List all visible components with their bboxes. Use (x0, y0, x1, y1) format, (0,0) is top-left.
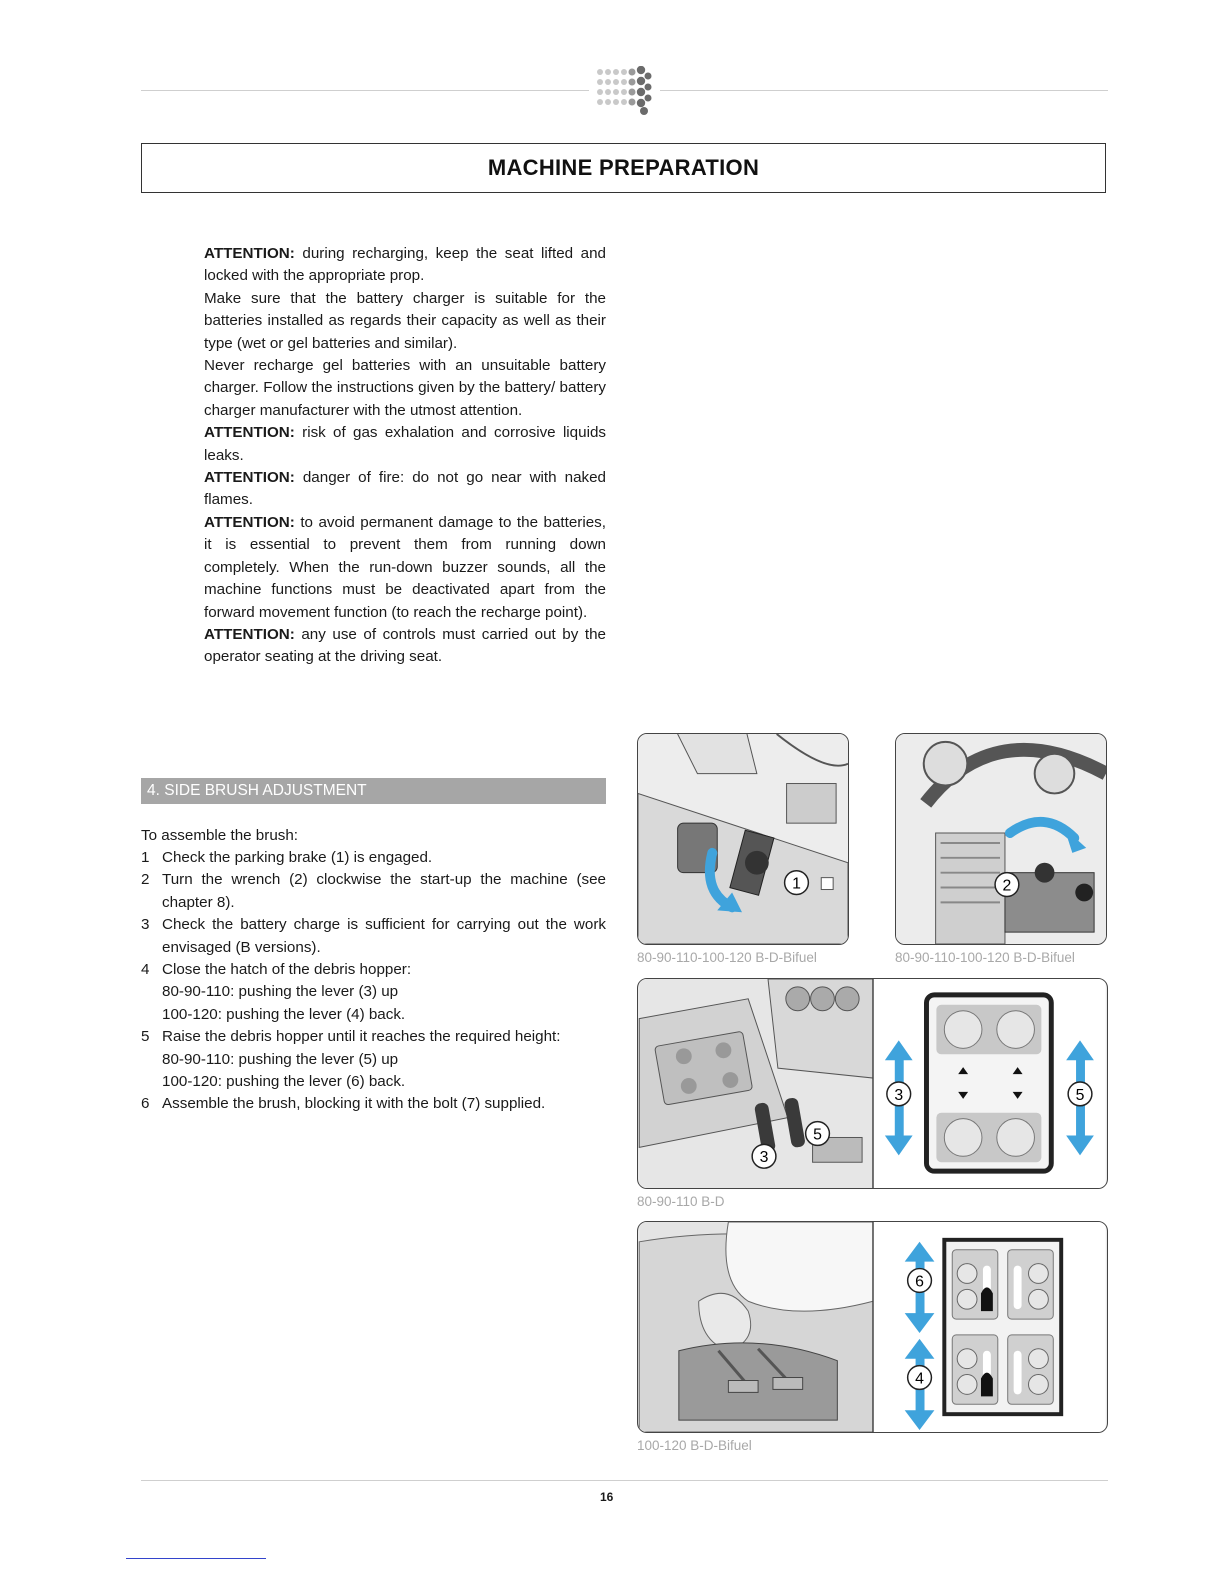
step-number: 3 (141, 916, 150, 934)
attention-block (204, 243, 606, 669)
step-text: Check the battery charge is sufficient for carrying out the work envisaged (B versions). (162, 916, 606, 956)
attention-paragraph (204, 243, 606, 288)
page-number: 16 (600, 1490, 614, 1504)
figure-caption: 80-90-110-100-120 B-D-Bifuel (637, 950, 817, 965)
step-text: Close the hatch of the debris hopper: (162, 961, 412, 979)
step-text: Raise the debris hopper until it reaches the required height: (162, 1028, 561, 1046)
attention-label: ATTENTION: (204, 469, 295, 487)
list-item (141, 1093, 606, 1115)
step-subline: 100-120: pushing the lever (4) back. (162, 1005, 406, 1023)
figure-levers-80-90-110 (637, 978, 1108, 1189)
figure-parking-brake (637, 733, 849, 945)
callout-1-label: 1 (792, 875, 801, 893)
figure-ignition-key (895, 733, 1107, 945)
attention-label: ATTENTION: (204, 625, 295, 643)
ignition-key-illustration (896, 734, 1106, 944)
attention-text: any use of controls must carried out by the operator seating at the driving seat. (204, 625, 606, 666)
figure-levers-100-120 (637, 1221, 1108, 1433)
callout-5-panel-label: 5 (1075, 1086, 1085, 1104)
step-text: Check the parking brake (1) is engaged. (162, 849, 433, 866)
figure-caption: 100-120 B-D-Bifuel (637, 1438, 752, 1453)
page-title: MACHINE PREPARATION (487, 155, 760, 180)
attention-text: to avoid permanent damage to the batteries, it is essential to prevent them from running down completely. When the run-down buzzer sounds, all the machine functions must be deactivated apart from the forward movement function (to reach the recharge point). (204, 513, 606, 621)
callout-5-label: 5 (813, 1126, 822, 1144)
step-subline: 100-120: pushing the lever (6) back. (162, 1073, 406, 1091)
callout-3-panel-label: 3 (894, 1086, 904, 1104)
section-intro: To assemble the brush: (141, 827, 299, 844)
figure-caption: 80-90-110 B-D (637, 1194, 725, 1209)
attention-label: ATTENTION: (204, 513, 295, 531)
figure-caption: 80-90-110-100-120 B-D-Bifuel (895, 950, 1075, 965)
list-item (141, 847, 606, 869)
step-subline: 80-90-110: pushing the lever (5) up (162, 1050, 399, 1068)
attention-paragraph (204, 512, 606, 624)
brand-dots-logo (594, 66, 656, 116)
attention-text: danger of fire: do not go near with naked flames. (204, 469, 606, 509)
attention-label: ATTENTION: (204, 245, 295, 262)
steps-list (141, 847, 606, 1116)
step-number: 6 (141, 1095, 150, 1113)
callout-2-label: 2 (1002, 877, 1012, 895)
levers-100-120-illustration (638, 1222, 1107, 1432)
step-text: Assemble the brush, blocking it with the bolt (7) supplied. (162, 1095, 546, 1113)
levers-80-90-110-illustration (638, 979, 1107, 1188)
gel-battery-note: Never recharge gel batteries with an unsuitable battery charger. Follow the instructions given by the battery/ battery charger manufacturer with the utmost attention. (204, 357, 606, 419)
header-rule-left (141, 90, 589, 91)
step-subline: 80-90-110: pushing the lever (3) up (162, 983, 399, 1001)
step-number: 2 (141, 871, 150, 889)
parking-brake-illustration (638, 734, 848, 944)
attention-label: ATTENTION: (204, 424, 295, 442)
callout-3-label: 3 (759, 1149, 769, 1167)
attention-text: risk of gas exhalation and corrosive liquids leaks. (204, 424, 606, 464)
bottom-link-underline (126, 1558, 266, 1559)
callout-4-label: 4 (915, 1370, 924, 1388)
list-item (141, 1026, 606, 1093)
attention-paragraph (204, 624, 606, 669)
attention-paragraph (204, 422, 606, 467)
section-heading: 4. SIDE BRUSH ADJUSTMENT (141, 778, 606, 804)
step-text: Turn the wrench (2) clockwise the start-up the machine (see chapter 8). (162, 871, 606, 911)
header-rule-right (660, 90, 1108, 91)
attention-text: during recharging, keep the seat lifted and locked with the appropriate prop. (204, 245, 606, 285)
step-number: 4 (141, 961, 150, 979)
callout-6-label: 6 (915, 1273, 924, 1291)
page-title-box (141, 143, 1106, 193)
step-number: 5 (141, 1028, 150, 1046)
list-item (141, 869, 606, 914)
charger-note: Make sure that the battery charger is suitable for the batteries installed as regards their capacity as well as their type (wet or gel batteries and similar). (204, 289, 606, 352)
footer-rule (141, 1480, 1108, 1481)
list-item (141, 914, 606, 959)
attention-paragraph (204, 467, 606, 512)
list-item (141, 959, 606, 1026)
step-number: 1 (141, 849, 150, 866)
